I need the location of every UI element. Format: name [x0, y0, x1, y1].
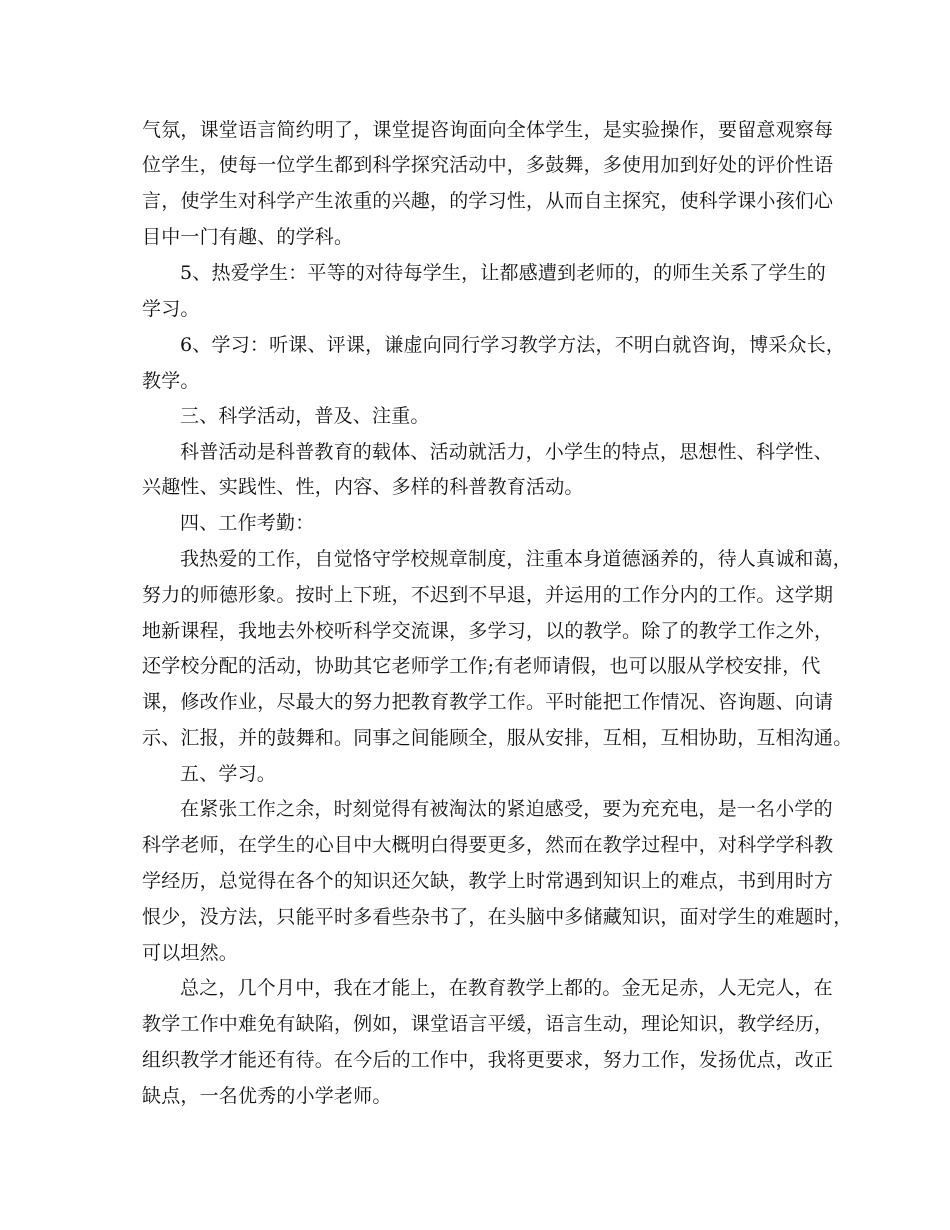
text-line: 6、学习：听课、评课，谦虚向同行学习教学方法，不明白就咨询，博采众长，	[180, 334, 846, 356]
text-line: 科学老师，在学生的心目中大概明白得要更多，然而在教学过程中，对科学学科教	[142, 834, 834, 856]
text-line: 教学。	[142, 370, 200, 392]
text-line: 地新课程，我地去外校听科学交流课，多学习，以的教学。除了的教学工作之外，	[142, 620, 834, 642]
text-line: 兴趣性、实践性、性，内容、多样的科普教育活动。	[142, 476, 584, 498]
text-line: 还学校分配的活动，协助其它老师学工作;有老师请假，也可以服从学校安排，代	[142, 655, 821, 677]
text-line: 课，修改作业，尽最大的努力把教育教学工作。平时能把工作情况、咨询题、向请	[142, 691, 834, 713]
text-line: 气氛，课堂语言简约明了，课堂提咨询面向全体学生，是实验操作，要留意观察每	[142, 119, 834, 141]
text-line: 总之，几个月中，我在才能上，在教育教学上都的。金无足赤，人无完人，在	[180, 977, 833, 999]
text-line: 目中一门有趣、的学科。	[142, 226, 354, 248]
text-line: 学习。	[142, 298, 200, 320]
text-line: 组织教学才能还有待。在今后的工作中，我将更要求，努力工作，发扬优点，改正	[142, 1049, 834, 1071]
text-line: 缺点，一名优秀的小学老师。	[142, 1085, 392, 1107]
text-line: 位学生，使每一位学生都到科学探究活动中，多鼓舞，多使用加到好处的评价性语	[142, 154, 834, 176]
text-line: 学经历，总觉得在各个的知识还欠缺，教学上时常遇到知识上的难点，书到用时方	[142, 870, 834, 892]
text-line: 言，使学生对科学产生浓重的兴趣，的学习性，从而自主探究，使科学课小孩们心	[142, 190, 834, 212]
text-line: 努力的师德形象。按时上下班，不迟到不早退，并运用的工作分内的工作。这学期	[142, 584, 834, 606]
section-heading: 五、学习。	[180, 763, 277, 785]
text-line: 示、汇报，并的鼓舞和。同事之间能顾全，服从安排，互相，互相协助，互相沟通。	[142, 727, 853, 749]
text-line: 恨少，没方法，只能平时多看些杂书了，在头脑中多储藏知识，面对学生的难题时，	[142, 906, 853, 928]
text-line: 我热爱的工作，自觉恪守学校规章制度，注重本身道德涵养的，待人真诚和蔼，	[180, 548, 853, 570]
text-line: 在紧张工作之余，时刻觉得有被淘汰的紧迫感受，要为充充电，是一名小学的	[180, 798, 833, 820]
text-line: 科普活动是科普教育的载体、活动就活力，小学生的特点，思想性、科学性、	[180, 441, 833, 463]
section-heading: 四、工作考勤：	[180, 512, 315, 534]
text-line: 5、热爱学生：平等的对待每学生，让都感遭到老师的，的师生关系了学生的	[180, 262, 826, 284]
section-heading: 三、科学活动，普及、注重。	[180, 405, 430, 427]
text-line: 可以坦然。	[142, 942, 239, 964]
text-line: 教学工作中难免有缺陷，例如，课堂语言平缓，语言生动，理论知识，教学经历，	[142, 1013, 834, 1035]
